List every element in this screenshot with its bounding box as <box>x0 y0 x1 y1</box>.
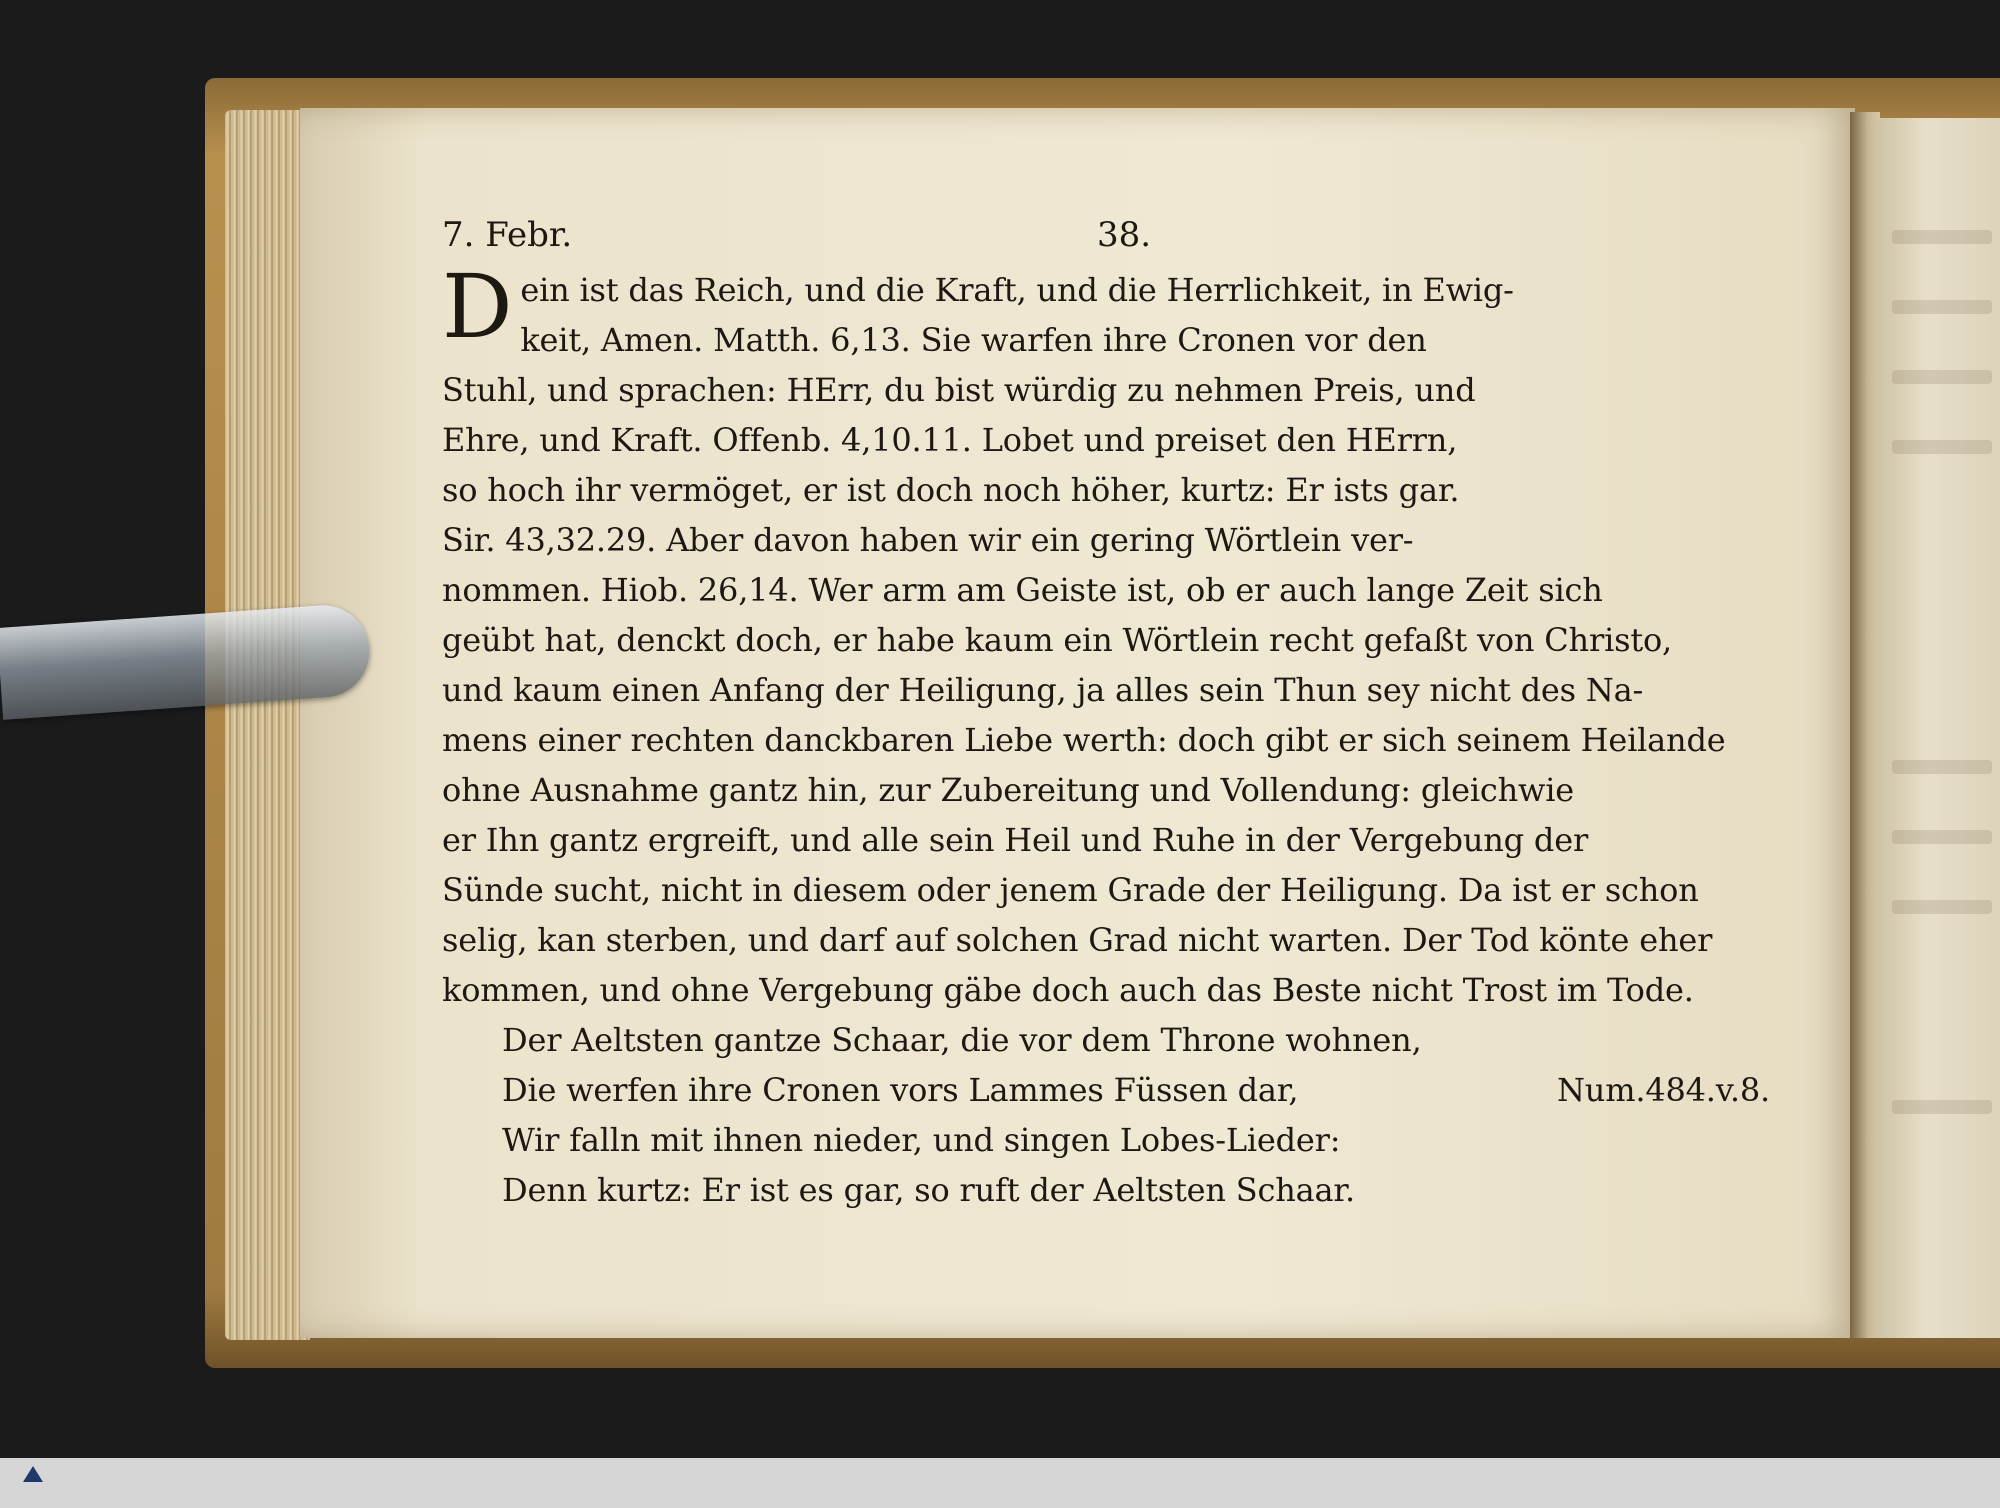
show-through-text <box>1892 370 1992 384</box>
page-header <box>442 215 1814 265</box>
verse-line <box>442 1115 1814 1165</box>
show-through-text <box>1892 830 1992 844</box>
text-line <box>442 365 1814 415</box>
text-line <box>442 415 1814 465</box>
verse-line <box>442 1015 1814 1065</box>
text-line <box>442 615 1814 665</box>
text-line-content: und kaum einen Anfang der Heiligung, ja alles sein Thun sey nicht des Na- <box>442 671 1644 709</box>
text-line-content: Ehre, und Kraft. Offenb. 4,10.11. Lobet und preiset den HErrn, <box>442 421 1458 459</box>
text-line <box>442 965 1814 1015</box>
viewer-footer-bar <box>0 1458 2000 1508</box>
show-through-text <box>1892 900 1992 914</box>
show-through-text <box>1892 230 1992 244</box>
text-line <box>442 865 1814 915</box>
drop-cap: D <box>442 255 513 358</box>
verse-line-content: Der Aeltsten gantze Schaar, die vor dem Throne wohnen, <box>502 1021 1422 1059</box>
verse-line <box>442 1165 1814 1215</box>
text-line-content: er Ihn gantz ergreift, und alle sein Heil und Ruhe in der Vergebung der <box>442 821 1589 859</box>
text-line-content: kommen, und ohne Vergebung gäbe doch auch das Beste nicht Trost im Tode. <box>442 971 1694 1009</box>
show-through-text <box>1892 440 1992 454</box>
page-edges <box>225 110 310 1340</box>
verse-line-content: Die werfen ihre Cronen vors Lammes Füssen dar, <box>502 1071 1299 1109</box>
text-line <box>442 515 1814 565</box>
text-line-content: so hoch ihr vermöget, er ist doch noch höher, kurtz: Er ists gar. <box>442 471 1460 509</box>
text-line-content: Stuhl, und sprachen: HErr, du bist würdig zu nehmen Preis, und <box>442 371 1476 409</box>
verse-line-content: Denn kurtz: Er ist es gar, so ruft der Aeltsten Schaar. <box>502 1171 1355 1209</box>
logo-icon <box>23 1466 43 1482</box>
show-through-text <box>1892 760 1992 774</box>
text-line-content: geübt hat, denckt doch, er habe kaum ein Wörtlein recht gefaßt von Christo, <box>442 621 1673 659</box>
page-date: 7. Febr. <box>442 215 573 255</box>
text-line-content: Sünde sucht, nicht in diesem oder jenem Grade der Heiligung. Da ist er schon <box>442 871 1699 909</box>
text-line <box>442 715 1814 765</box>
show-through-text <box>1892 300 1992 314</box>
institution-logo <box>12 1466 54 1504</box>
text-line <box>442 915 1814 965</box>
text-line <box>442 765 1814 815</box>
text-line <box>442 815 1814 865</box>
verse-reference: Num.484.v.8. <box>1557 1071 1770 1109</box>
page-text <box>442 215 1814 1215</box>
text-line-content: nommen. Hiob. 26,14. Wer arm am Geiste ist, ob er auch lange Zeit sich <box>442 571 1603 609</box>
page-number: 38. <box>1097 215 1152 255</box>
text-line-content: ein ist das Reich, und die Kraft, und die Herrlichkeit, in Ewig- <box>520 271 1514 309</box>
text-line <box>442 565 1814 615</box>
text-line-content: Sir. 43,32.29. Aber davon haben wir ein gering Wörtlein ver- <box>442 521 1414 559</box>
text-line <box>442 465 1814 515</box>
verse-line <box>442 1065 1814 1115</box>
verse-line-content: Wir falln mit ihnen nieder, und singen Lobes-Lieder: <box>502 1121 1341 1159</box>
show-through-text <box>1892 1100 1992 1114</box>
text-line-content: keit, Amen. Matth. 6,13. Sie warfen ihre Cronen vor den <box>520 321 1427 359</box>
text-line <box>442 315 1814 365</box>
text-line-content: mens einer rechten danckbaren Liebe werth: doch gibt er sich seinem Heilande <box>442 721 1726 759</box>
text-line-content: selig, kan sterben, und darf auf solchen Grad nicht warten. Der Tod könte eher <box>442 921 1713 959</box>
book-gutter <box>1850 112 1880 1338</box>
text-line-content: ohne Ausnahme gantz hin, zur Zubereitung und Vollendung: gleichwie <box>442 771 1575 809</box>
text-line <box>442 665 1814 715</box>
